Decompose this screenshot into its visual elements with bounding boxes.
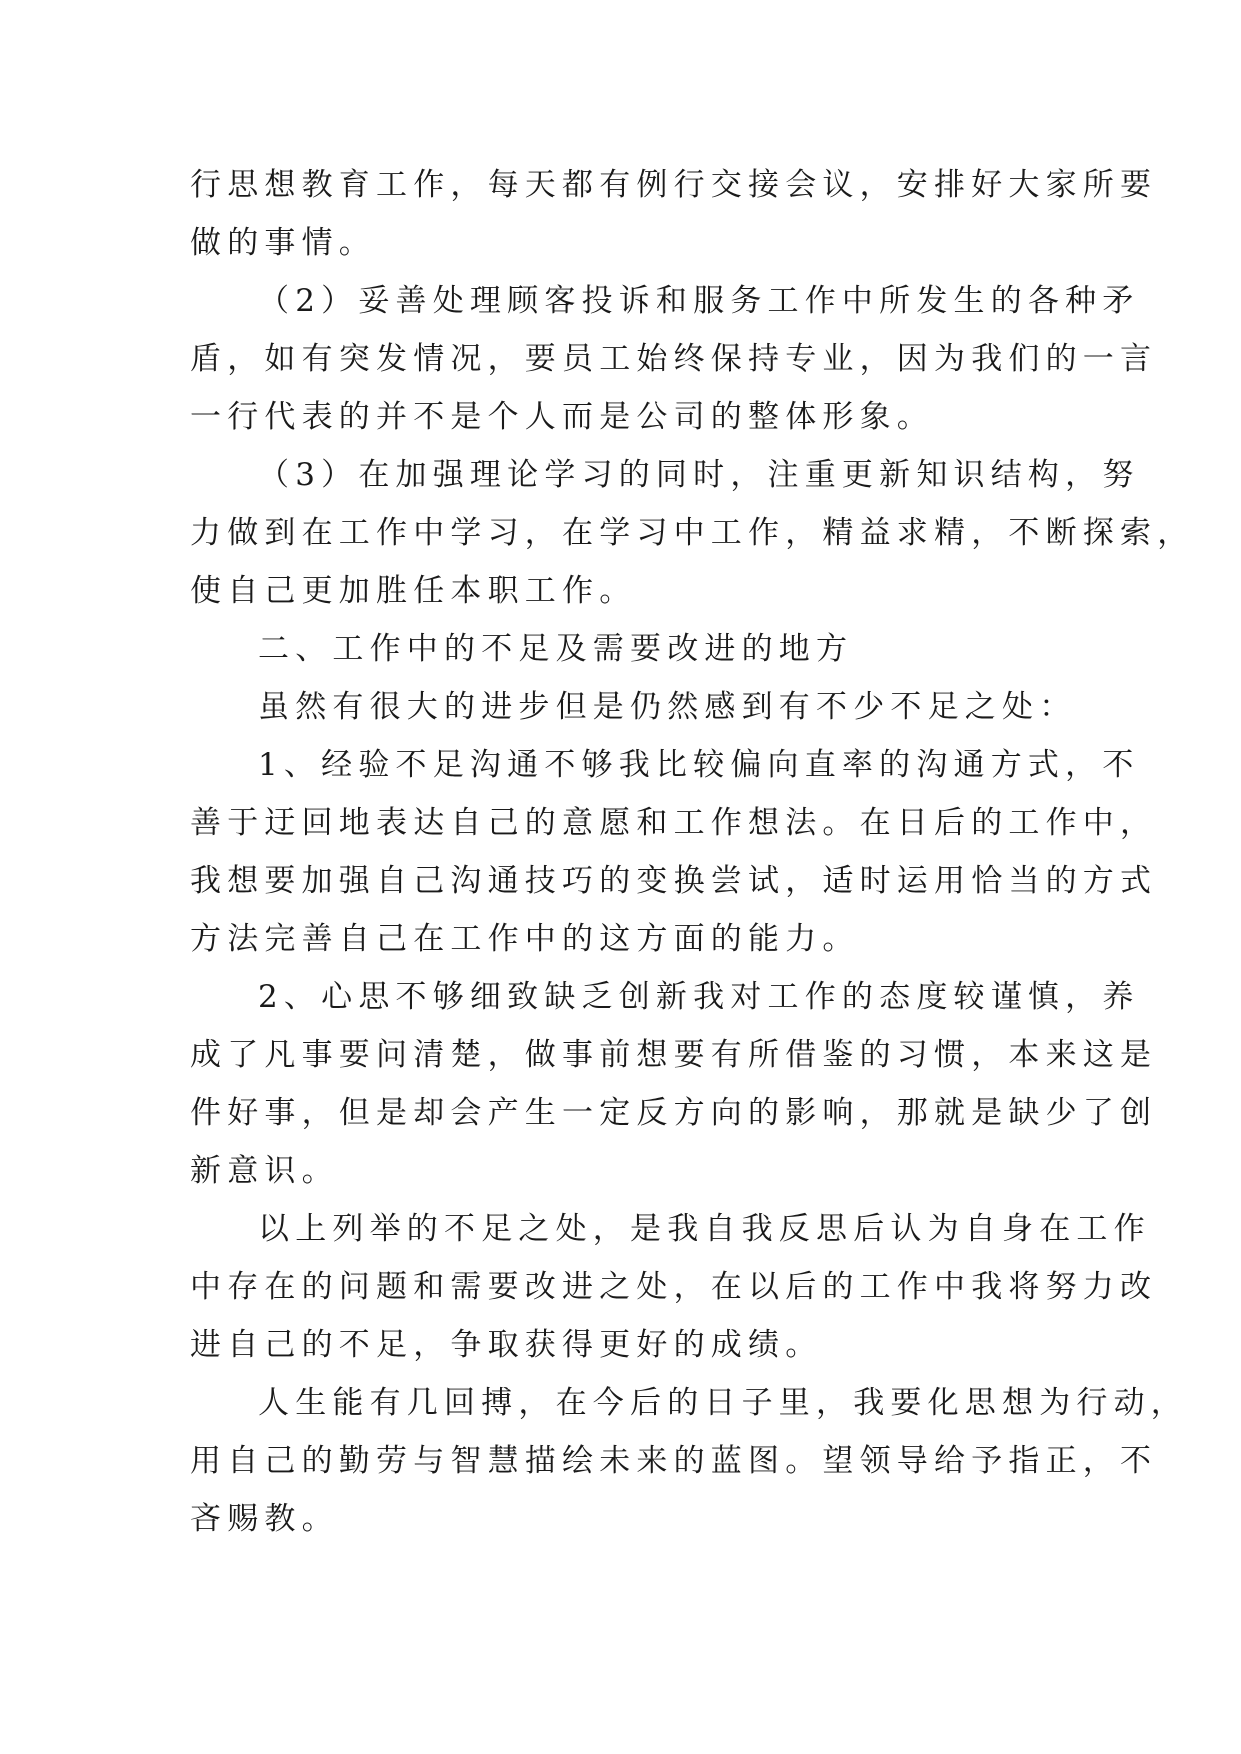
section-heading: 二、工作中的不足及需要改进的地方 (258, 631, 854, 667)
text-line: 使自己更加胜任本职工作。 (190, 573, 637, 609)
text-line: 盾，如有突发情况，要员工始终保持专业，因为我们的一言 (190, 341, 1158, 377)
text-line: （3）在加强理论学习的同时，注重更新知识结构，努 (258, 457, 1140, 493)
text-line: 2、心思不够细致缺乏创新我对工作的态度较谨慎，养 (258, 979, 1140, 1015)
text-line: 我想要加强自己沟通技巧的变换尝试，适时运用恰当的方式 (190, 863, 1158, 899)
text-line: 行思想教育工作，每天都有例行交接会议，安排好大家所要 (190, 167, 1158, 203)
text-line: 进自己的不足，争取获得更好的成绩。 (190, 1327, 823, 1363)
text-line: 一行代表的并不是个人而是公司的整体形象。 (190, 399, 934, 435)
text-line: 人生能有几回搏，在今后的日子里，我要化思想为行动， (258, 1385, 1188, 1421)
text-line: 做的事情。 (190, 225, 376, 261)
text-line: 善于迂回地表达自己的意愿和工作想法。在日后的工作中， (190, 805, 1158, 841)
text-line: 中存在的问题和需要改进之处，在以后的工作中我将努力改 (190, 1269, 1158, 1305)
text-line: 虽然有很大的进步但是仍然感到有不少不足之处： (258, 689, 1077, 725)
text-line: 吝赐教。 (190, 1501, 339, 1537)
text-line: 件好事，但是却会产生一定反方向的影响，那就是缺少了创 (190, 1095, 1158, 1131)
text-line: 成了凡事要问清楚，做事前想要有所借鉴的习惯，本来这是 (190, 1037, 1158, 1073)
document-body (190, 156, 1195, 1548)
text-line: 方法完善自己在工作中的这方面的能力。 (190, 921, 860, 957)
text-line: （2）妥善处理顾客投诉和服务工作中所发生的各种矛 (258, 283, 1140, 319)
text-line: 新意识。 (190, 1153, 339, 1189)
text-line: 1、经验不足沟通不够我比较偏向直率的沟通方式，不 (258, 747, 1140, 783)
text-line: 力做到在工作中学习，在学习中工作，精益求精，不断探索， (190, 515, 1195, 551)
text-line: 用自己的勤劳与智慧描绘未来的蓝图。望领导给予指正，不 (190, 1443, 1158, 1479)
text-line: 以上列举的不足之处，是我自我反思后认为自身在工作 (258, 1211, 1151, 1247)
